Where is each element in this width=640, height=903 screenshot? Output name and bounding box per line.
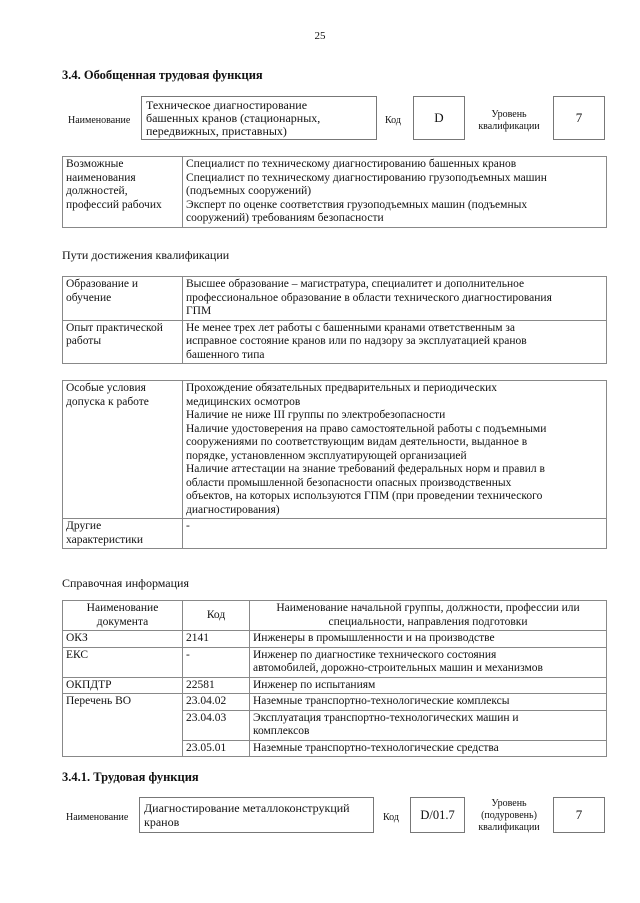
ref-code: 23.05.01 bbox=[183, 740, 250, 757]
level-label: Уровень квалификации bbox=[478, 109, 540, 132]
positions-table bbox=[62, 156, 607, 228]
code-label: Код bbox=[383, 812, 399, 823]
table-header-row bbox=[63, 601, 607, 631]
table-row bbox=[63, 647, 607, 677]
name-label: Наименование bbox=[68, 115, 131, 126]
conditions-table bbox=[62, 380, 607, 549]
ref-doc: ОКЗ bbox=[63, 631, 183, 648]
reference-heading: Справочная информация bbox=[62, 576, 189, 590]
level-label: Уровень (подуровень) квалификации bbox=[478, 798, 540, 833]
other-value: - bbox=[183, 519, 607, 549]
table-row bbox=[63, 157, 607, 228]
level-value: 7 bbox=[553, 797, 605, 833]
page-number: 25 bbox=[314, 30, 326, 42]
ref-doc: ОКПДТР bbox=[63, 677, 183, 694]
header-code: Код bbox=[183, 601, 250, 631]
table-row bbox=[63, 519, 607, 549]
code-value: D bbox=[413, 96, 465, 140]
ref-name: Инженер по диагностике технического состояния автомобилей, дорожно-строительных машин и механизмов bbox=[250, 647, 607, 677]
ref-code: - bbox=[183, 647, 250, 677]
experience-value: Не менее трех лет работы с башенными кранами ответственным за исправное состояние кранов или по надзору за эксплуатацией кранов башенного типа bbox=[183, 320, 607, 364]
function-name-box: Диагностирование металлоконструкций кранов bbox=[139, 797, 374, 833]
ref-code: 2141 bbox=[183, 631, 250, 648]
ref-code: 22581 bbox=[183, 677, 250, 694]
table-row bbox=[63, 320, 607, 364]
ref-name: Наземные транспортно-технологические средства bbox=[250, 740, 607, 757]
admission-label: Особые условия допуска к работе bbox=[63, 381, 183, 519]
subsection-title: 3.4.1. Трудовая функция bbox=[62, 770, 199, 784]
code-label: Код bbox=[385, 115, 401, 126]
level-value: 7 bbox=[553, 96, 605, 140]
header-document: Наименование документа bbox=[63, 601, 183, 631]
ref-name: Инженер по испытаниям bbox=[250, 677, 607, 694]
name-label: Наименование bbox=[66, 812, 129, 823]
ref-doc: Перечень ВО bbox=[63, 694, 183, 757]
education-value: Высшее образование – магистратура, специалитет и дополнительное профессиональное образование в области технического диагностирования ГПМ bbox=[183, 277, 607, 321]
ref-name: Инженеры в промышленности и на производстве bbox=[250, 631, 607, 648]
admission-value: Прохождение обязательных предварительных и периодических медицинских осмотров Наличие не ниже III группы по электробезопасности Наличие удостоверения на право самостоятельной работы с подъемными сооружениями по соответствующим видам деятельности, выданное в порядке, установленном эксплуатирующей организацией Наличие аттестации на знание требований федеральных норм и правил в области промышленной безопасности опасных производственных объектов, на которых используются ГПМ (при проведении технического диагностирования) bbox=[183, 381, 607, 519]
positions-value: Специалист по техническому диагностированию башенных кранов Специалист по техническому диагностированию грузоподъемных машин (подъемных сооружений) Эксперт по оценке соответствия грузоподъемных машин (подъемных сооружений) требованиям безопасности bbox=[183, 157, 607, 228]
table-row bbox=[63, 277, 607, 321]
table-row bbox=[63, 381, 607, 519]
section-title: 3.4. Обобщенная трудовая функция bbox=[62, 68, 263, 82]
table-row bbox=[63, 631, 607, 648]
ref-name: Наземные транспортно-технологические комплексы bbox=[250, 694, 607, 711]
education-label: Образование и обучение bbox=[63, 277, 183, 321]
ref-doc: ЕКС bbox=[63, 647, 183, 677]
ref-code: 23.04.02 bbox=[183, 694, 250, 711]
ref-code: 23.04.03 bbox=[183, 710, 250, 740]
table-row bbox=[63, 694, 607, 711]
paths-heading: Пути достижения квалификации bbox=[62, 248, 230, 262]
header-name: Наименование начальной группы, должности, профессии или специальности, направления подготовки bbox=[250, 601, 607, 631]
function-name-box: Техническое диагностирование башенных кранов (стационарных, передвижных, приставных) bbox=[141, 96, 377, 140]
other-label: Другие характеристики bbox=[63, 519, 183, 549]
positions-label: Возможные наименования должностей, профессий рабочих bbox=[63, 157, 183, 228]
reference-table bbox=[62, 600, 607, 757]
ref-name: Эксплуатация транспортно-технологических машин и комплексов bbox=[250, 710, 607, 740]
table-row bbox=[63, 677, 607, 694]
experience-label: Опыт практической работы bbox=[63, 320, 183, 364]
code-value: D/01.7 bbox=[410, 797, 465, 833]
paths-table bbox=[62, 276, 607, 364]
